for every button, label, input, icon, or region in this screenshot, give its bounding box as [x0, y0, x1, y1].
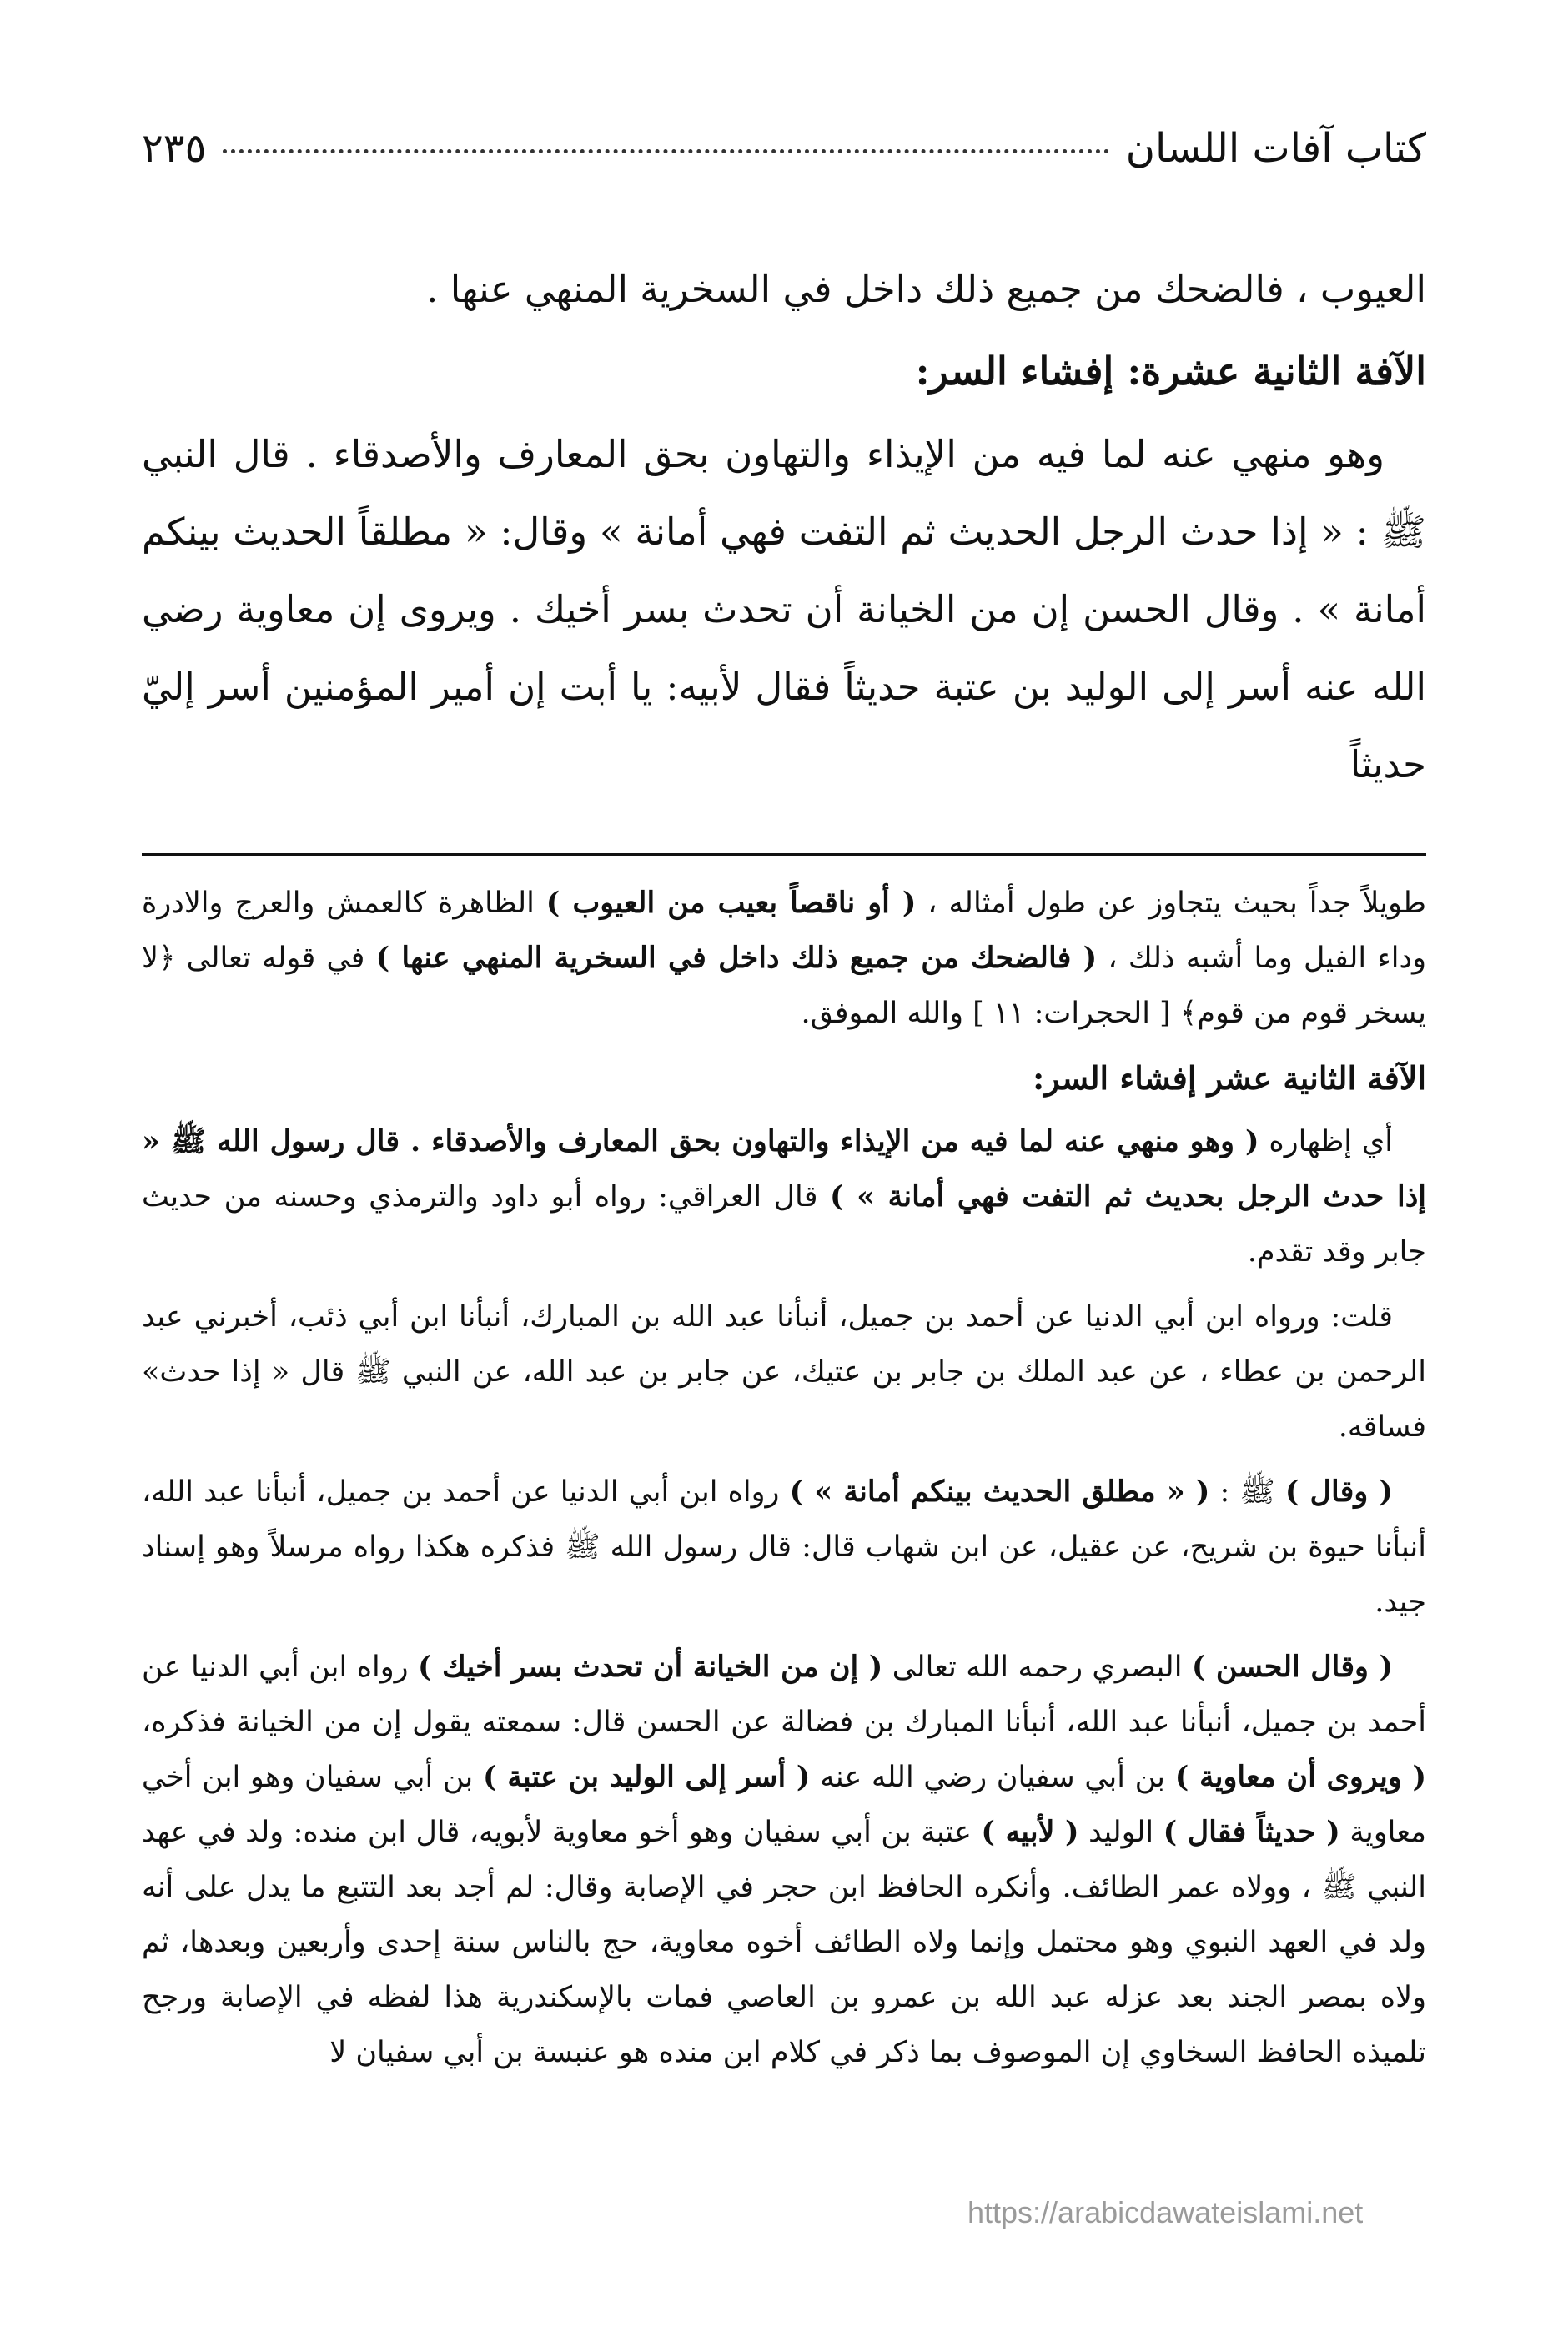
quoted-text: ( أو ناقصاً بعيب من العيوب ) [545, 886, 917, 920]
quoted-text: ( لأبيه ) [981, 1815, 1079, 1849]
source-watermark: https://arabicdawateislami.net [967, 2195, 1364, 2229]
running-header [142, 125, 1426, 183]
commentary-paragraph-5 [142, 1640, 1426, 2080]
main-paragraph-1: العيوب ، فالضحك من جميع ذلك داخل في السخرية المنهي عنها . [426, 267, 1426, 311]
section-heading: الآفة الثانية عشرة: إفشاء السر: [915, 349, 1426, 394]
main-paragraph-2: وهو منهي عنه لما فيه من الإيذاء والتهاون بحق المعارف والأصدقاء . قال النبي ﷺ : « إذا حدث الرجل الحديث ثم التفت فهي أمانة » وقال: « مطلقاً الحديث بينكم أمانة » . وقال الحسن إن من الخيانة أن تحدث بسر أخيك . ويروى إن معاوية رضي الله عنه أسر إلى الوليد بن عتبة حديثاً فقال لأبيه: يا أبت إن أمير المؤمنين أسر إليّ حديثاً [142, 432, 1426, 787]
commentary-block [142, 876, 1426, 2080]
commentary-text: في قوله تعالى ﴿لا يسخر قوم من قوم﴾ [ الحجرات: ١١ ] والله الموفق. [142, 942, 1426, 1030]
commentary-paragraph-2 [142, 1114, 1426, 1279]
quoted-text: ( وهو منهي عنه لما فيه من الإيذاء والتهاون بحق المعارف والأصدقاء . قال رسول الله ﷺ « إذا حدث الرجل بحديث ثم التفت فهي أمانة » ) [142, 1124, 1426, 1214]
quoted-text: ( إن من الخيانة أن تحدث بسر أخيك ) [418, 1650, 883, 1684]
quoted-text: ( « مطلق الحديث بينكم أمانة » ) [789, 1475, 1210, 1509]
commentary-text: الوليد [1078, 1816, 1163, 1849]
commentary-text: البصري رحمه الله تعالى [882, 1651, 1192, 1684]
header-dot-leader [223, 149, 1108, 153]
commentary-text: طويلاً جداً بحيث يتجاوز عن طول أمثاله ، [916, 887, 1426, 920]
commentary-text: عتبة بن أبي سفيان وهو أخو معاوية لأبويه، قال ابن منده: ولد في عهد النبي ﷺ ، وولاه عمر الطائف. وأنكره الحافظ ابن حجر في الإصابة وقال: لم أجد بعد التتبع ما يدل على أنه ولد في العهد النبوي وهو محتمل وإنما ولاه الطائف أخوه معاوية، حج بالناس سنة إحدى وأربعين وبعدها، ثم ولاه بمصر الجند بعد عزله عبد الله بن عمرو بن العاصي فمات بالإسكندرية هذا لفظه في الإصابة ورجح تلميذه الحافظ السخاوي إن الموصوف بما ذكر في كلام ابن منده هو عنبسة بن أبي سفيان لا [142, 1816, 1426, 2069]
commentary-text: رواه ابن أبي الدنيا عن أحمد بن جميل، أنبأنا عبد الله، أنبأنا المبارك بن فضالة عن الحسن قال: سمعته يقول إن من الخيانة فذكره، [142, 1651, 1426, 1739]
quoted-text: ( أسر إلى الوليد بن عتبة ) [482, 1760, 811, 1794]
quoted-text: ( ويروى أن معاوية ) [1174, 1760, 1427, 1794]
commentary-text: بن أبي سفيان وهو ابن أخي معاوية [142, 1761, 1426, 1849]
commentary-paragraph-1 [142, 876, 1426, 1041]
commentary-text: رواه ابن أبي الدنيا عن أحمد بن جميل، أنبأنا عبد الله، أنبأنا حيوة بن شريح، عن عقيل، عن ابن شهاب قال: قال رسول الله ﷺ فذكره هكذا رواه مرسلاً وهو إسناد جيد. [142, 1475, 1426, 1619]
commentary-paragraph-3: قلت: ورواه ابن أبي الدنيا عن أحمد بن جميل، أنبأنا عبد الله بن المبارك، أنبأنا ابن أبي ذئب، أخبرني عبد الرحمن بن عطاء ، عن عبد الملك بن جابر بن عتيك، عن جابر بن عبد الله، عن النبي ﷺ قال « إذا حدث» فساقه. [142, 1300, 1426, 1444]
book-title: كتاب آفات اللسان [1125, 125, 1426, 172]
main-text [142, 250, 1426, 803]
commentary-text: الظاهرة كالعمش والعرج والادرة وداء الفيل وما أشبه ذلك ، [142, 887, 1426, 975]
quoted-text: ( فالضحك من جميع ذلك داخل في السخرية المنهي عنها ) [375, 941, 1098, 975]
footnote-separator [142, 853, 1426, 856]
commentary-text: ﷺ : [1209, 1475, 1285, 1509]
quoted-text: ( حديثاً فقال ) [1163, 1815, 1340, 1849]
quoted-text: ( وقال الحسن ) [1191, 1650, 1394, 1684]
book-page [142, 125, 1426, 2090]
quoted-text: ( وقال ) [1284, 1475, 1393, 1509]
page-number: ٢٣٥ [142, 125, 207, 172]
commentary-text: بن أبي سفيان رضي الله عنه [810, 1761, 1175, 1794]
commentary-heading: الآفة الثانية عشر إفشاء السر: [1033, 1059, 1426, 1097]
commentary-text: أي إظهاره [1259, 1125, 1393, 1158]
commentary-text: قال العراقي: رواه أبو داود والترمذي وحسنه من حديث جابر وقد تقدم. [142, 1180, 1426, 1269]
commentary-paragraph-4 [142, 1465, 1426, 1630]
